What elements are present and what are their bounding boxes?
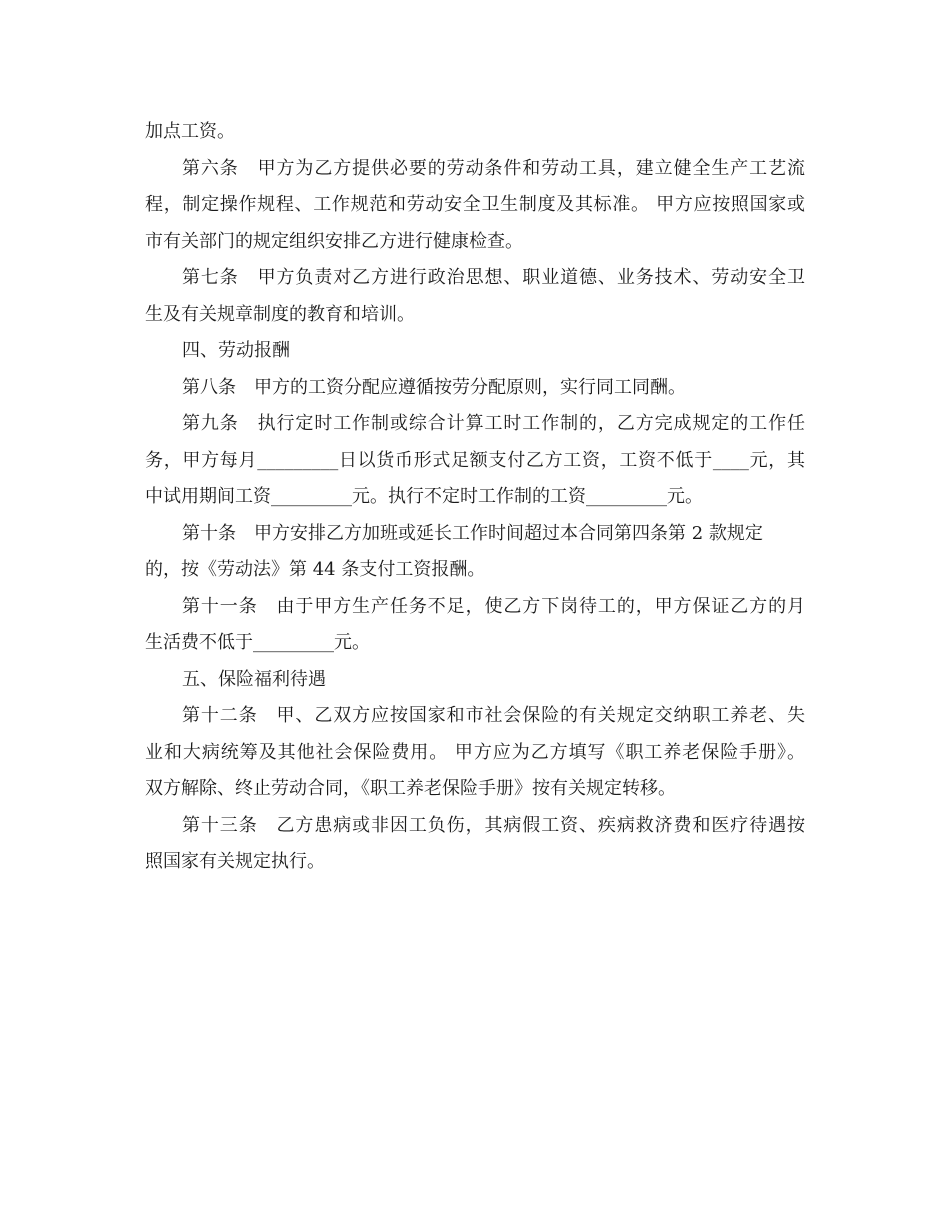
- document-line: 生活费不低于_________元。: [145, 632, 370, 653]
- document-line: 五、保险福利待遇: [182, 668, 326, 690]
- document-line: 第十一条 由于甲方生产任务不足，使乙方下岗待工的，甲方保证乙方的月: [182, 595, 805, 617]
- document-line: 双方解除、终止劳动合同，《职工养老保险手册》按有关规定转移。: [145, 778, 676, 799]
- document-line: 加点工资。: [145, 121, 235, 142]
- document-line: 第八条 甲方的工资分配应遵循按劳分配原则，实行同工同酬。: [182, 376, 686, 398]
- document-line: 照国家有关规定执行。: [145, 851, 325, 872]
- document-line: 第十三条 乙方患病或非因工负伤，其病假工资、疾病救济费和医疗待遇按: [182, 814, 805, 836]
- document-line: 程，制定操作规程、工作规范和劳动安全卫生制度及其标准。 甲方应按照国家或: [145, 194, 805, 215]
- document-line: 四、劳动报酬: [182, 340, 290, 361]
- document-line: 第十条 甲方安排乙方加班或延长工作时间超过本合同第四条第 2 款规定: [182, 522, 763, 544]
- document-line: 第七条 甲方负责对乙方进行政治思想、职业道德、业务技术、劳动安全卫: [182, 267, 805, 288]
- document-line: 市有关部门的规定组织安排乙方进行健康检查。: [145, 230, 523, 252]
- document-line: 生及有关规章制度的教育和培训。: [145, 303, 415, 325]
- document-line: 的，按《劳动法》第 44 条支付工资报酬。: [145, 559, 486, 580]
- document-line: 业和大病统筹及其他社会保险费用。 甲方应为乙方填写《职工养老保险手册》。: [145, 741, 805, 763]
- document-line: 第十二条 甲、乙双方应按国家和市社会保险的有关规定交纳职工养老、失: [182, 705, 805, 726]
- document-line: 务，甲方每月_________日以货币形式足额支付乙方工资，工资不低于____元，其: [145, 449, 805, 471]
- document-line: 中试用期间工资_________元。执行不定时工作制的工资_________元。: [145, 486, 703, 507]
- document-line: 第六条 甲方为乙方提供必要的劳动条件和劳动工具，建立健全生产工艺流: [182, 157, 805, 179]
- document-body: [145, 114, 805, 881]
- document-line: 第九条 执行定时工作制或综合计算工时工作制的，乙方完成规定的工作任: [182, 413, 805, 434]
